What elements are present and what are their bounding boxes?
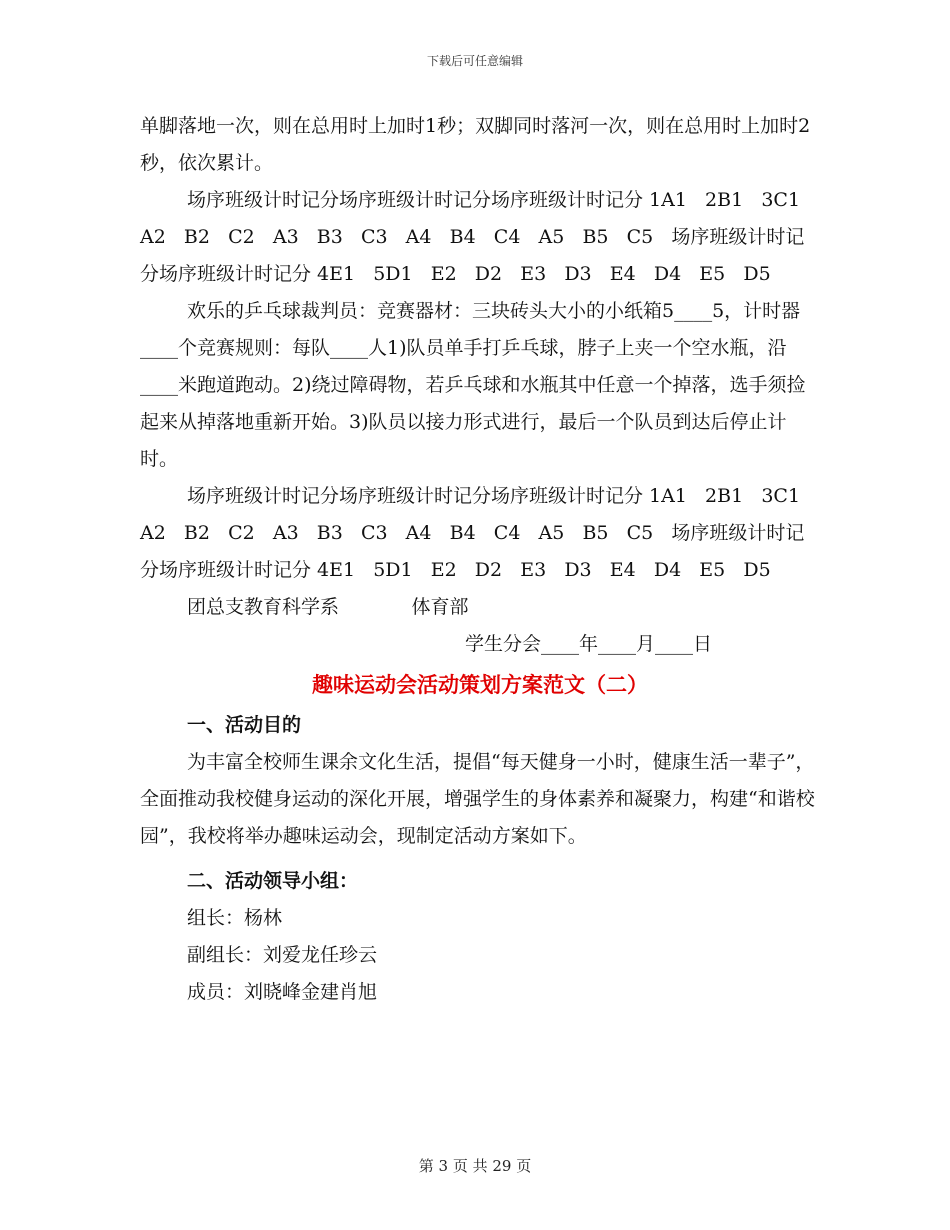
- vice-leader-line: 副组长：刘爱龙任珍云: [187, 944, 378, 966]
- heading-purpose: 一、活动目的: [187, 714, 302, 736]
- leader-line: 组长：杨林: [187, 907, 283, 929]
- section-title: 趣味运动会活动策划方案范文（二）: [312, 672, 648, 697]
- score-table-2: 场序班级计时记分场序班级计时记分场序班级计时记分 1A1 2B1 3C1 A2 B2 C2 A3 B3 C3 A4 B4 C4 A5 B5 C5 场序班级计时记分场序班级计时记分 4E1 5D1 E2 D2 E3 D3 E4 D4 E5 D5: [140, 485, 819, 581]
- page-number: 第 3 页 共 29 页: [418, 1157, 532, 1175]
- purpose-paragraph: 为丰富全校师生课余文化生活，提倡“每天健身一小时，健康生活一辈子”，全面推动我校健身运动的深化开展，增强学生的身体素养和凝聚力，构建“和谐校园”，我校将举办趣味运动会，现制定活动方案如下。: [140, 751, 815, 847]
- heading-leaders: 二、活动领导小组：: [187, 870, 359, 892]
- pingpong-rules: 欢乐的乒乓球裁判员：竞赛器材：三块砖头大小的小纸箱5____5，计时器____个竞赛规则：每队____人1)队员单手打乒乓球，脖子上夹一个空水瓶，沿____米跑道跑动。2)绕过障碍物，若乒乓球和水瓶其中任意一个掉落，选手须捡起来从掉落地重新开始。3)队员以接力形式进行，最后一个队员到达后停止计时。: [140, 300, 806, 470]
- rule-continuation: 单脚落地一次，则在总用时上加时1秒；双脚同时落河一次，则在总用时上加时2秒，依次累计。: [140, 115, 811, 174]
- header-note: 下载后可任意编辑: [426, 54, 523, 68]
- organizer-line: 团总支教育科学系 体育部: [187, 596, 469, 618]
- members-line: 成员：刘晓峰金建肖旭: [187, 981, 378, 1003]
- document-body: [140, 108, 820, 1011]
- signature-date-line: 学生分会____年____月____日: [465, 633, 713, 655]
- score-table-1: 场序班级计时记分场序班级计时记分场序班级计时记分 1A1 2B1 3C1 A2 B2 C2 A3 B3 C3 A4 B4 C4 A5 B5 C5 场序班级计时记分场序班级计时记分 4E1 5D1 E2 D2 E3 D3 E4 D4 E5 D5: [140, 189, 819, 285]
